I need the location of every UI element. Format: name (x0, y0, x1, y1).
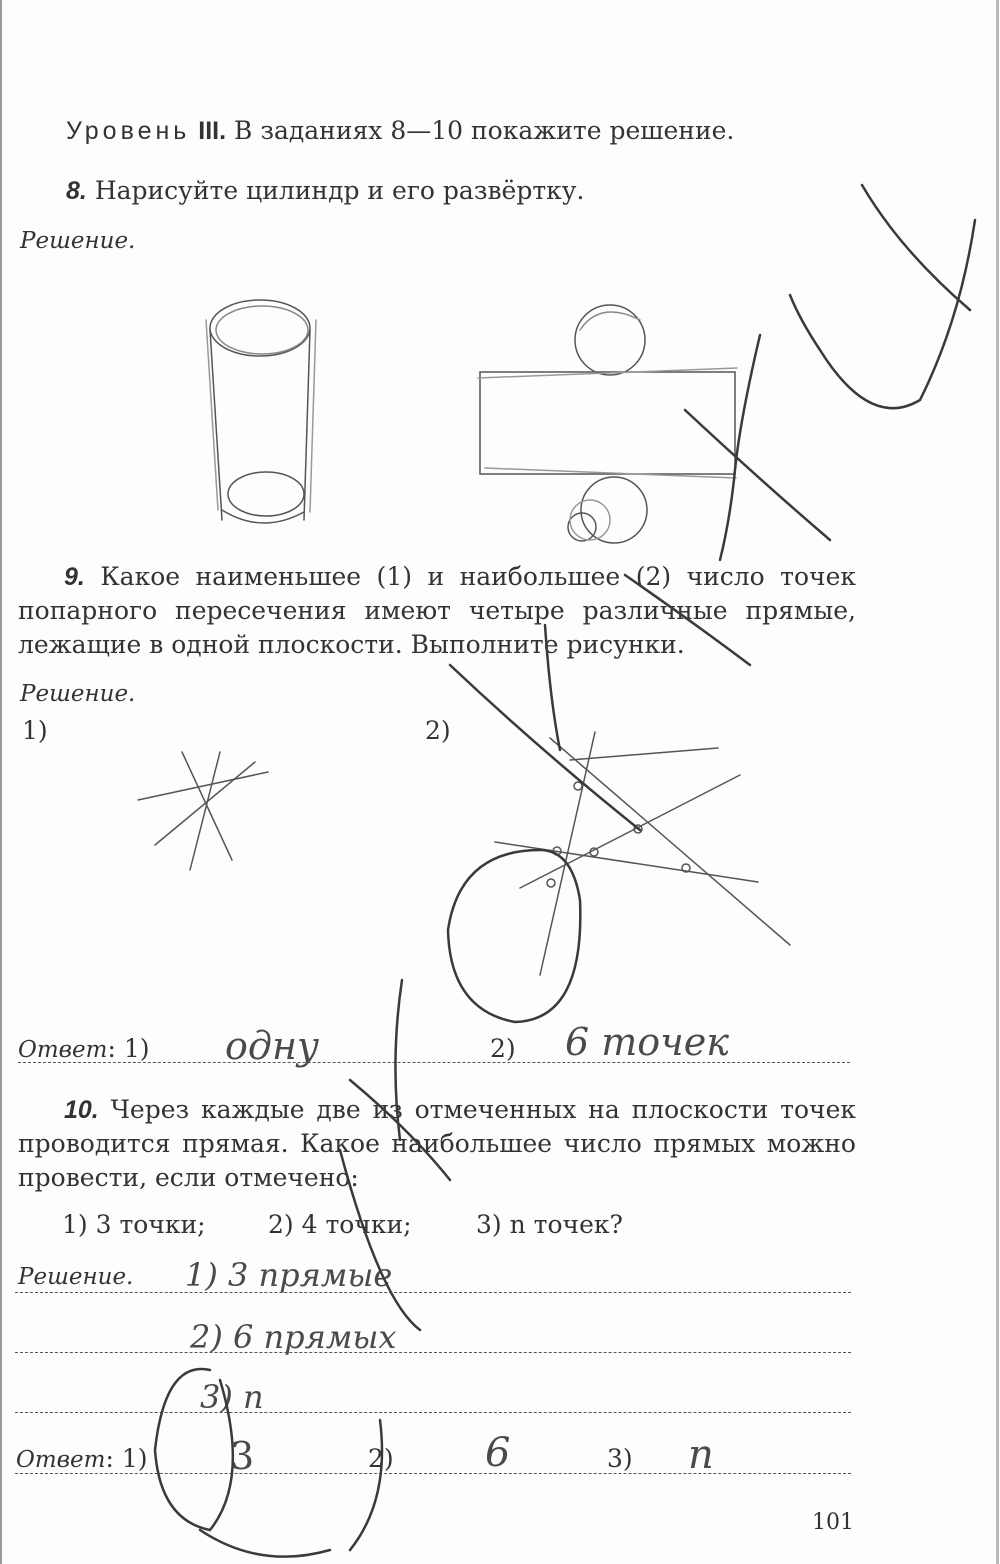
task8-heading (66, 178, 584, 204)
task10-answer-line (15, 1473, 851, 1474)
task10-handwritten-solution-2: 2) 6 прямых (190, 1318, 397, 1356)
task8-text: Нарисуйте цилиндр и его развёртку. (94, 176, 585, 205)
task10-handwritten-solution-1: 1) 3 прямые (185, 1256, 393, 1294)
task10-option-3: 3) n точек? (476, 1210, 623, 1239)
task10-answer-row (16, 1446, 148, 1472)
four-lines-six-points-drawing (495, 732, 790, 975)
task9-answer-2-label: 2) (490, 1034, 516, 1063)
task9-answer-1-label: : 1) (107, 1034, 150, 1063)
task10-answer-label: Ответ (16, 1447, 106, 1473)
task9-answer-row (18, 1036, 150, 1062)
page-number: 101 (812, 1510, 854, 1535)
task10-solution-line-3 (15, 1412, 851, 1413)
task9-answer-line (18, 1062, 850, 1063)
task10-solution-label: Решение. (18, 1264, 134, 1290)
task9-part2-label: 2) (425, 716, 451, 745)
task10-handwritten-answer-1: 3 (230, 1434, 255, 1478)
task9-text-block (18, 560, 856, 662)
task10-answer-2-label: 2) (368, 1444, 394, 1473)
task10-handwritten-answer-2: 6 (485, 1430, 511, 1476)
task10-solution-line-1 (15, 1292, 851, 1293)
page-edge-right (996, 0, 999, 1564)
task9-handwritten-answer-1: одну (225, 1024, 320, 1068)
task10-text-block (18, 1093, 856, 1195)
level-number: III. (198, 117, 227, 145)
task8-number: 8. (66, 177, 87, 205)
task10-answer-3-label: 3) (607, 1444, 633, 1473)
level-instruction: В заданиях 8—10 покажите решение. (234, 116, 735, 145)
page-edge-left (0, 0, 2, 1564)
task10-number: 10. (64, 1096, 99, 1124)
cylinder-drawing (206, 300, 316, 523)
task10-option-2: 2) 4 точки; (268, 1210, 412, 1239)
level-word: Уровень (66, 117, 191, 145)
task10-text: Через каждые две из отмеченных на плоскости точек проводится прямая. Какое наибольшее число прямых можно провести, если отмечено: (18, 1095, 856, 1192)
task10-option-1: 1) 3 точки; (62, 1210, 206, 1239)
task9-number: 9. (64, 563, 85, 591)
task10-handwritten-solution-3: 3) n (200, 1378, 264, 1416)
task10-handwritten-answer-3: n (688, 1432, 714, 1478)
cylinder-net-drawing (478, 305, 737, 543)
task10-solution-line-2 (15, 1352, 851, 1353)
task9-answer-label: Ответ (18, 1037, 108, 1063)
task9-text: Какое наименьшее (1) и наибольшее (2) число точек попарного пересечения имеют четыре различные прямые, лежащие в одной плоскости. Выполните рисунки. (18, 562, 856, 659)
task9-part1-label: 1) (22, 716, 48, 745)
level-heading (66, 118, 734, 144)
task10-answer-1-label: : 1) (105, 1444, 148, 1473)
task8-solution-label: Решение. (20, 228, 136, 254)
task9-solution-label: Решение. (20, 681, 136, 707)
task9-handwritten-answer-2: 6 точек (565, 1020, 729, 1064)
four-lines-one-point-drawing (138, 752, 268, 870)
